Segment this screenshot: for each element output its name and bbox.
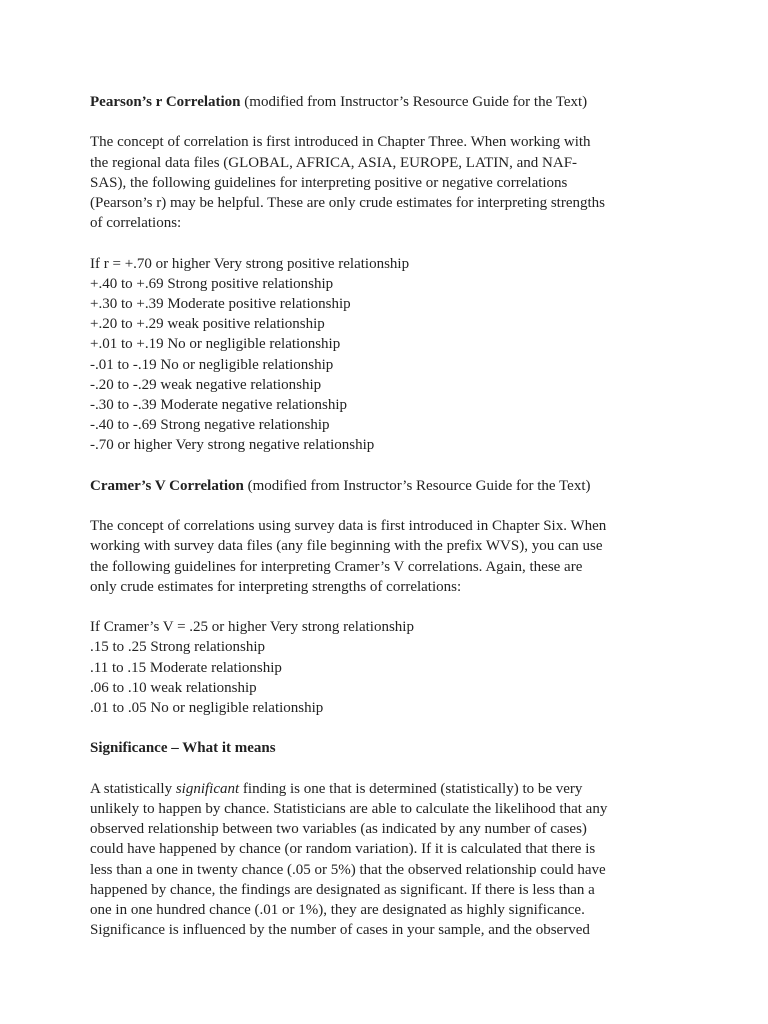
cramer-intro-line: only crude estimates for interpreting strengths of correlations: <box>90 578 462 595</box>
significance-line-end: finding is one that is determined (statistically) to be very <box>239 780 583 797</box>
cramer-guideline-item: .06 to .10 weak relationship <box>90 679 257 696</box>
pearson-guideline-item: +.40 to +.69 Strong positive relationship <box>90 275 334 292</box>
significance-line: unlikely to happen by chance. Statisticians are able to calculate the likelihood that any <box>90 801 608 817</box>
pearson-intro-line: The concept of correlation is first introduced in Chapter Three. When working with <box>90 134 591 151</box>
significance-heading <box>90 738 690 758</box>
cramer-intro-line: the following guidelines for interpreting Cramer’s V correlations. Again, these are <box>90 558 583 575</box>
document-page <box>90 92 690 961</box>
pearson-subtitle: (modified from Instructor’s Resource Guide for the Text) <box>240 94 588 110</box>
pearson-guidelines <box>90 254 690 456</box>
pearson-guideline-item: -.01 to -.19 No or negligible relationship <box>90 356 334 373</box>
cramer-guidelines <box>90 617 690 718</box>
pearson-guideline-item: -.40 to -.69 Strong negative relationship <box>90 417 330 434</box>
significance-line: less than a one in twenty chance (.05 or 5%) that the observed relationship could have <box>90 861 606 878</box>
pearson-intro-line: (Pearson’s r) may be helpful. These are only crude estimates for interpreting strengths <box>90 195 605 211</box>
cramer-intro <box>90 516 690 597</box>
pearson-guideline-item: If r = +.70 or higher Very strong positive relationship <box>90 255 410 272</box>
pearson-intro <box>90 132 690 233</box>
pearson-guideline-item: -.70 or higher Very strong negative relationship <box>90 437 375 454</box>
cramer-subtitle: (modified from Instructor’s Resource Guide for the Text) <box>243 477 591 494</box>
cramer-guideline-item: .15 to .25 Strong relationship <box>90 639 265 656</box>
pearson-guideline-item: -.20 to -.29 weak negative relationship <box>90 376 322 393</box>
pearson-guideline-item: +.20 to +.29 weak positive relationship <box>90 316 325 333</box>
cramer-guideline-item: .11 to .15 Moderate relationship <box>90 659 282 676</box>
pearson-intro-line: SAS), the following guidelines for interpreting positive or negative correlations <box>90 174 568 191</box>
pearson-guideline-item: +.01 to +.19 No or negligible relationship <box>90 336 341 353</box>
pearson-title: Pearson’s r Correlation <box>90 94 241 110</box>
significance-line: observed relationship between two variables (as indicated by any number of cases) <box>90 821 587 838</box>
significance-line: one in one hundred chance (.01 or 1%), they are designated as highly significance. <box>90 902 585 919</box>
pearson-intro-line: of correlations: <box>90 215 182 232</box>
cramer-heading <box>90 476 690 496</box>
cramer-guideline-item: .01 to .05 No or negligible relationship <box>90 700 324 717</box>
significant-emphasis: significant <box>175 780 240 797</box>
significance-line <box>90 779 690 799</box>
significance-body <box>90 779 690 941</box>
pearson-intro-line: the regional data files (GLOBAL, AFRICA, ASIA, EUROPE, LATIN, and NAF- <box>90 154 578 171</box>
cramer-guideline-item: If Cramer’s V = .25 or higher Very strong relationship <box>90 619 414 636</box>
significance-line-start: A statistically <box>90 780 176 797</box>
significance-line: happened by chance, the findings are designated as significant. If there is less than a <box>90 881 595 898</box>
cramer-intro-line: The concept of correlations using survey data is first introduced in Chapter Six. When <box>90 518 607 535</box>
pearson-guideline-item: +.30 to +.39 Moderate positive relationship <box>90 296 351 312</box>
significance-line: could have happened by chance (or random variation). If it is calculated that there is <box>90 841 596 858</box>
significance-title: Significance – What it means <box>90 740 276 757</box>
significance-line: Significance is influenced by the number of cases in your sample, and the observed <box>90 922 590 939</box>
cramer-title: Cramer’s V Correlation <box>90 477 244 494</box>
pearson-heading <box>90 92 690 112</box>
pearson-guideline-item: -.30 to -.39 Moderate negative relationship <box>90 397 348 414</box>
cramer-intro-line: working with survey data files (any file beginning with the prefix WVS), you can use <box>90 538 603 555</box>
